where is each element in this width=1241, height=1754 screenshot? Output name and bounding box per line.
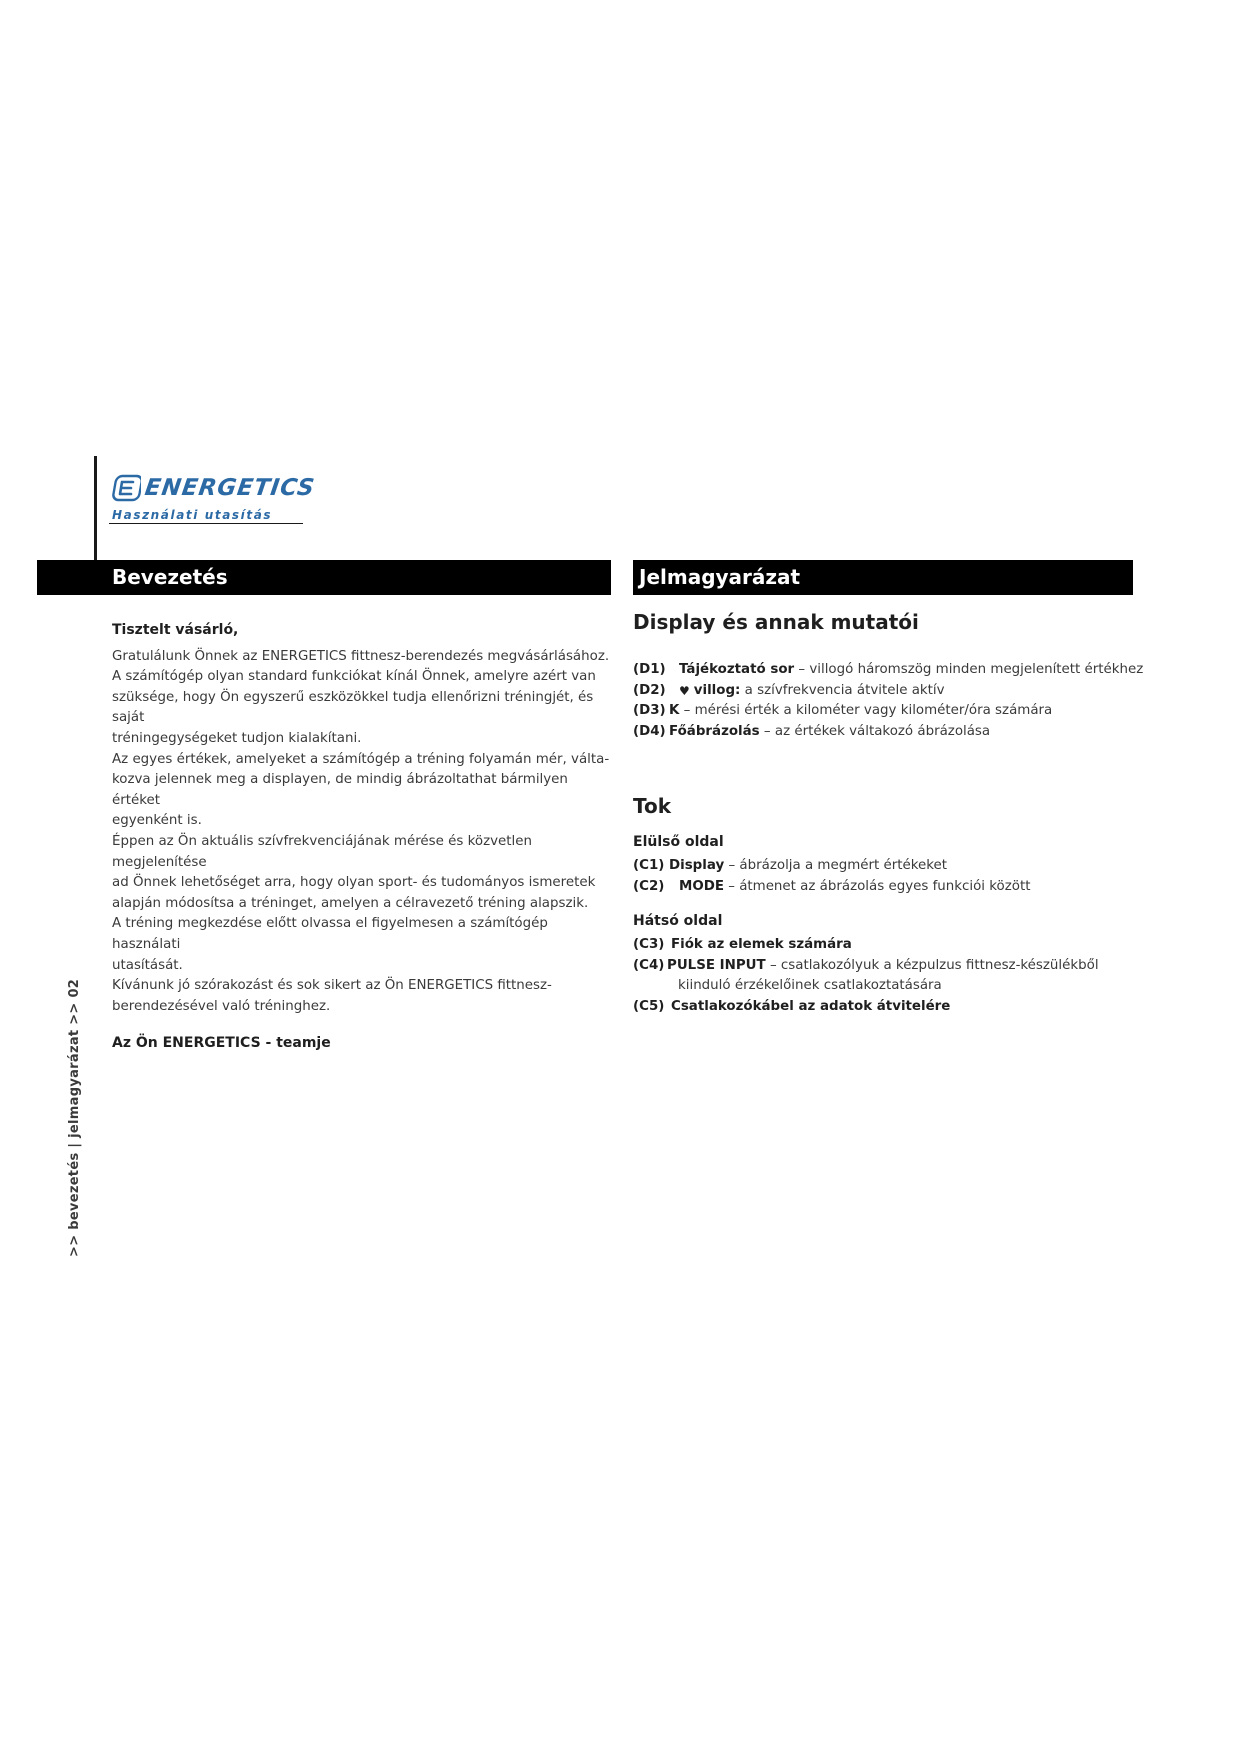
item-code: (C1) <box>633 858 665 873</box>
legend-item-d3 <box>633 701 1153 722</box>
legend-block <box>633 610 1153 1017</box>
item-term: Display <box>669 858 725 873</box>
intro-line: utasítását. <box>112 957 183 973</box>
item-term: villog: <box>693 682 741 698</box>
tok-section-title: Tok <box>633 794 672 818</box>
intro-signature: Az Ön ENERGETICS - teamje <box>112 1035 331 1052</box>
item-term: K <box>669 703 680 718</box>
legend-item-c5 <box>633 997 1153 1018</box>
brand-name: ENERGETICS <box>143 475 317 501</box>
front-side-title: Elülső oldal <box>633 834 724 850</box>
item-term: Csatlakozókábel az adatok átvitelére <box>671 998 951 1014</box>
item-code: (D2) <box>633 682 666 698</box>
logo-vertical-rule <box>94 456 97 560</box>
legend-item-c1 <box>633 856 1153 877</box>
page-footer-breadcrumb: >> bevezetés | jelmagyarázat >> 02 <box>67 978 82 1257</box>
item-desc: – az értékek váltakozó ábrázolása <box>759 723 991 739</box>
c4-continuation: kiinduló érzékelőinek csatlakoztatására <box>678 978 942 993</box>
heart-icon: ♥ <box>679 683 690 698</box>
back-side-title: Hátsó oldal <box>633 913 723 929</box>
item-desc: – ábrázolja a megmért értékeket <box>724 858 948 873</box>
legend-item-d1 <box>633 660 1153 681</box>
item-code: (C4) <box>633 957 665 973</box>
legend-item-c4 <box>633 956 1153 977</box>
brand-logo <box>111 474 315 502</box>
logo-underline <box>109 523 303 524</box>
intro-line: Gratulálunk Önnek az ENERGETICS fittnesz-berendezés megvásárlásához. <box>112 648 610 664</box>
legend-item-c2 <box>633 877 1153 898</box>
intro-line: Kívánunk jó szórakozást és sok sikert az Ön ENERGETICS fittnesz- <box>112 978 552 994</box>
item-code: (C2) <box>633 878 665 894</box>
item-code: (D3) <box>633 703 666 718</box>
intro-line: A számítógép olyan standard funkciókat kínál Önnek, amelyre azért van <box>112 669 596 685</box>
intro-line: ad Önnek lehetőséget arra, hogy olyan sport- és tudományos ismeretek <box>112 875 596 891</box>
intro-line: Éppen az Ön aktuális szívfrekvenciájának mérése és közvetlen megjelenítése <box>112 833 532 870</box>
legend-item-d4 <box>633 722 1153 743</box>
item-term: Tájékoztató sor <box>679 662 795 677</box>
item-desc: – átmenet az ábrázolás egyes funkciói között <box>723 878 1031 894</box>
item-term: Főábrázolás <box>669 723 760 739</box>
intro-line: berendezésével való tréninghez. <box>112 998 331 1014</box>
intro-line: tréningegységeket tudjon kialakítani. <box>112 730 362 746</box>
legend-item-d2 <box>633 681 1153 702</box>
energetics-logo-icon <box>111 474 141 502</box>
intro-line: kozva jelennek meg a displayen, de mindig ábrázoltathat bármilyen értéket <box>112 772 568 808</box>
item-desc: – csatlakozólyuk a kézpulzus fittnesz-készülékből <box>765 957 1099 973</box>
item-term: PULSE INPUT <box>667 957 766 973</box>
manual-subtitle: Használati utasítás <box>112 508 273 522</box>
section-header-legend: Jelmagyarázat <box>633 560 1133 595</box>
intro-line: alapján módosítsa a tréninget, amelyen a célravezető tréning alapszik. <box>112 895 589 911</box>
item-desc: – villogó háromszög minden megjelenített értékhez <box>794 662 1144 677</box>
item-code: (D4) <box>633 723 666 739</box>
legend-item-c3 <box>633 935 1153 956</box>
section-header-intro: Bevezetés <box>37 560 611 595</box>
item-desc: a szívfrekvencia átvitele aktív <box>740 682 945 698</box>
intro-line: szüksége, hogy Ön egyszerű eszközökkel tudja ellenőrizni tréningjét, és saját <box>112 689 594 726</box>
intro-line: Az egyes értékek, amelyeket a számítógép a tréning folyamán mér, válta- <box>112 751 610 767</box>
item-term: MODE <box>679 878 724 894</box>
intro-line: egyenként is. <box>112 813 202 829</box>
display-section-title: Display és annak mutatói <box>633 610 919 634</box>
item-desc: – mérési érték a kilométer vagy kilométer/óra számára <box>679 703 1053 718</box>
item-code: (D1) <box>633 662 666 677</box>
item-term: Fiók az elemek számára <box>671 937 852 952</box>
intro-greeting: Tisztelt vásárló, <box>112 622 239 638</box>
item-code: (C5) <box>633 998 665 1014</box>
intro-text-block <box>112 620 612 1054</box>
item-code: (C3) <box>633 937 665 952</box>
intro-line: A tréning megkezdése előtt olvassa el figyelmesen a számítógép használati <box>112 916 548 952</box>
